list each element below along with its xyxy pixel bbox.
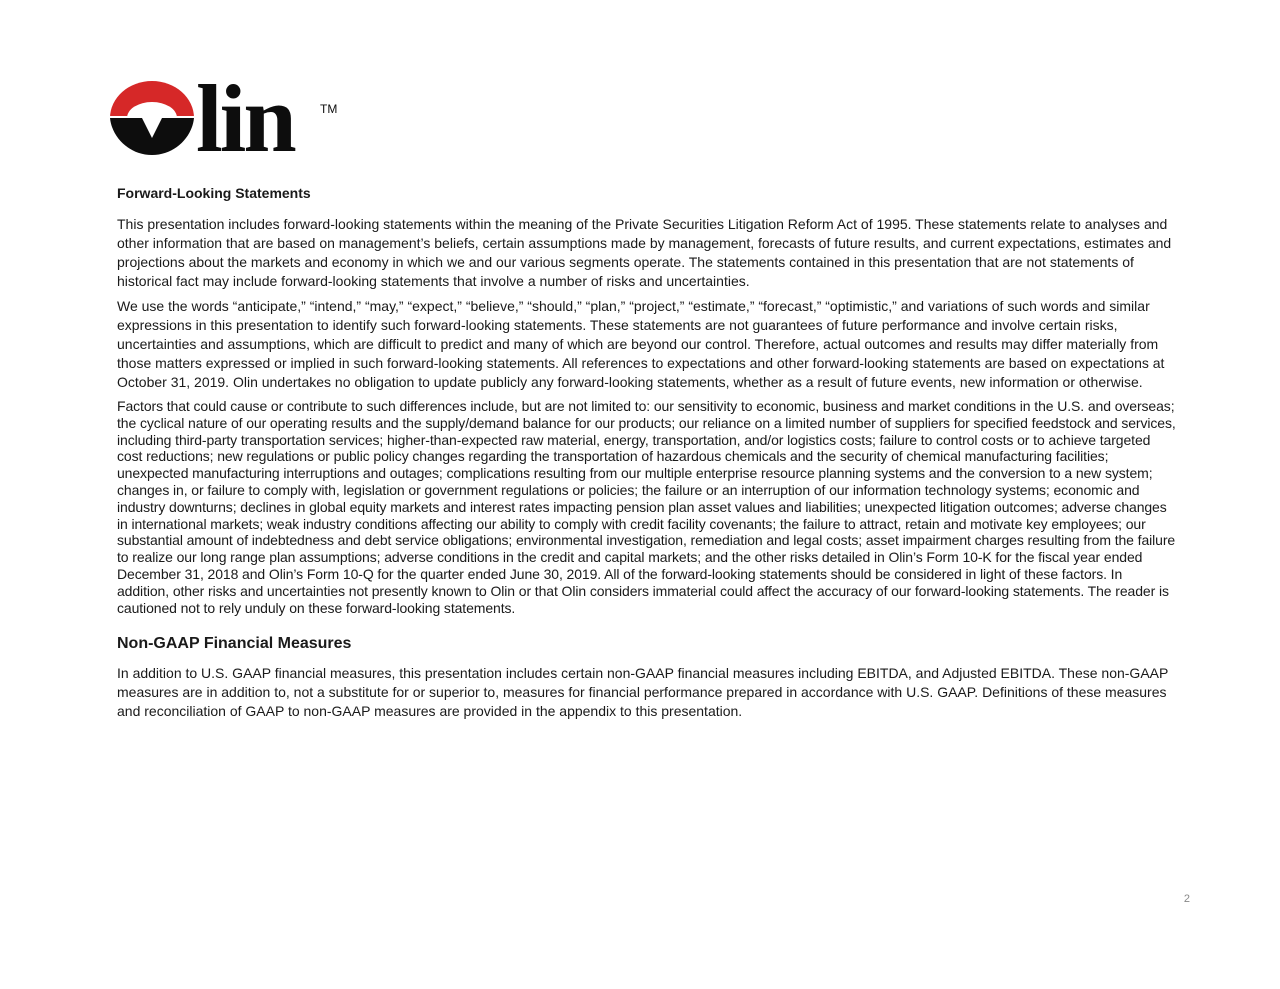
olin-logo xyxy=(108,65,348,172)
forward-looking-paragraph-1: This presentation includes forward-looking statements within the meaning of the Private Securities Litigation Reform Act of 1995. These statements relate to analyses and other information that are based on management’s beliefs, certain assumptions made by management, forecasts of future results, and current expectations, estimates and projections about the markets and economy in which we and our various segments operate. The statements contained in this presentation that are not statements of historical fact may include forward-looking statements that involve a number of risks and uncertainties. xyxy=(117,216,1172,289)
olin-o-mark-icon xyxy=(108,80,198,160)
non-gaap-title: Non-GAAP Financial Measures xyxy=(117,635,352,653)
slide-content xyxy=(117,184,1177,727)
non-gaap-paragraph: In addition to U.S. GAAP financial measures, this presentation includes certain non-GAAP financial measures including EBITDA, and Adjusted EBITDA. These non-GAAP measures are in addition to, not a substitute for or superior to, measures for financial performance prepared in accordance with U.S. GAAP. Definitions of these measures and reconciliation of GAAP to non-GAAP measures are provided in the appendix to this presentation. xyxy=(117,665,1169,720)
page-number: 2 xyxy=(1183,893,1190,905)
olin-wordmark: lin xyxy=(196,65,294,172)
forward-looking-title: Forward-Looking Statements xyxy=(117,185,311,201)
forward-looking-paragraph-2: We use the words “anticipate,” “intend,” “may,” “expect,” “believe,” “should,” “plan,” “project,” “estimate,” “forecast,” “optimistic,” and variations of such words and similar expressions in this presentation to identify such forward-looking statements. These statements are not guarantees of future performance and involve certain risks, uncertainties and assumptions, which are difficult to predict and many of which are beyond our control. Therefore, actual outcomes and results may differ materially from those matters expressed or implied in such forward-looking statements. All references to expectations and other forward-looking statements are based on expectations at October 31, 2019. Olin undertakes no obligation to update publicly any forward-looking statements, whether as a result of future events, new information or otherwise. xyxy=(117,298,1165,390)
trademark-symbol: TM xyxy=(320,102,338,116)
forward-looking-paragraph-3: Factors that could cause or contribute to such differences include, but are not limited to: our sensitivity to economic, business and market conditions in the U.S. and overseas; the cyclical nature of our operating results and the supply/demand balance for our products; our reliance on a limited number of suppliers for specified feedstock and services, including third-party transportation services; higher-than-expected raw material, energy, transportation, and/or logistics costs; failure to control costs or to achieve targeted cost reductions; new regulations or public policy changes regarding the transportation of hazardous chemicals and the security of chemical manufacturing facilities; unexpected manufacturing interruptions and outages; complications resulting from our multiple enterprise resource planning systems and the conversion to a new system; changes in, or failure to comply with, legislation or government regulations or policies; the failure or an interruption of our information technology systems; economic and industry downturns; declines in global equity markets and interest rates impacting pension plan asset values and liabilities; unexpected litigation outcomes; adverse changes in international markets; weak industry conditions affecting our ability to comply with credit facility covenants; the failure to attract, retain and motivate key employees; our substantial amount of indebtedness and debt service obligations; environmental investigation, remediation and legal costs; asset impairment charges resulting from the failure to realize our long range plan assumptions; adverse conditions in the credit and capital markets; and the other risks detailed in Olin’s Form 10-K for the fiscal year ended December 31, 2018 and Olin’s Form 10-Q for the quarter ended June 30, 2019. All of the forward-looking statements should be considered in light of these factors. In addition, other risks and uncertainties not presently known to Olin or that Olin considers immaterial could affect the accuracy of our forward-looking statements. The reader is cautioned not to rely unduly on these forward-looking statements. xyxy=(117,398,1176,616)
